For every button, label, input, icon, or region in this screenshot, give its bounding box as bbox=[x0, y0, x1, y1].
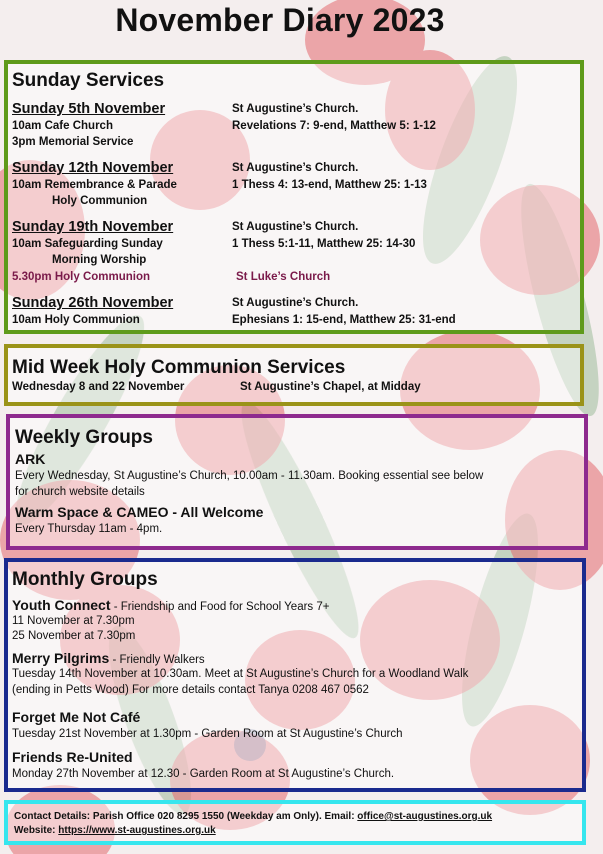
service-date: Sunday 19th November bbox=[12, 219, 174, 235]
email-link[interactable]: office@st-augustines.org.uk bbox=[357, 811, 493, 822]
service-time: 10am Safeguarding Sunday bbox=[12, 238, 163, 250]
warm-space-title: Warm Space & CAMEO - All Welcome bbox=[15, 504, 264, 520]
service-church: St Augustine’s Church. bbox=[232, 221, 359, 233]
ark-description-cont: for church website details bbox=[15, 486, 145, 498]
service-time: 3pm Memorial Service bbox=[12, 136, 134, 148]
friends-reunited-title: Friends Re-United bbox=[12, 749, 133, 765]
youth-connect-heading bbox=[12, 597, 329, 613]
service-date: Sunday 12th November bbox=[12, 160, 174, 176]
service-time: Holy Communion bbox=[52, 195, 148, 207]
youth-connect-date: 25 November at 7.30pm bbox=[12, 630, 136, 642]
forget-me-not-detail: Tuesday 21st November at 1.30pm - Garden Room at St Augustine’s Church bbox=[12, 728, 403, 740]
service-readings: 1 Thess 4: 13-end, Matthew 25: 1-13 bbox=[232, 179, 427, 191]
service-date: Sunday 5th November bbox=[12, 101, 166, 117]
service-date: Sunday 26th November bbox=[12, 295, 174, 311]
warm-space-time: Every Thursday 11am - 4pm. bbox=[15, 523, 163, 535]
service-extra-time: 5.30pm Holy Communion bbox=[12, 271, 151, 283]
service-church: St Augustine’s Church. bbox=[232, 297, 359, 309]
service-readings: 1 Thess 5:1-11, Matthew 25: 14-30 bbox=[232, 238, 416, 250]
contact-panel bbox=[4, 800, 586, 845]
website-line bbox=[14, 825, 216, 836]
service-church: St Augustine’s Church. bbox=[232, 103, 359, 115]
service-time: 10am Remembrance & Parade bbox=[12, 179, 177, 191]
midweek-heading: Mid Week Holy Communion Services bbox=[12, 357, 346, 378]
youth-connect-title: Youth Connect bbox=[12, 597, 111, 613]
service-readings: Revelations 7: 9-end, Matthew 5: 1-12 bbox=[232, 120, 436, 132]
website-label: Website: bbox=[14, 825, 59, 836]
merry-pilgrims-detail: Tuesday 14th November at 10.30am. Meet at St Augustine’s Church for a Woodland Walk bbox=[12, 668, 469, 680]
service-time: 10am Cafe Church bbox=[12, 120, 113, 132]
service-readings: Ephesians 1: 15-end, Matthew 25: 31-end bbox=[232, 314, 456, 326]
sunday-heading: Sunday Services bbox=[12, 70, 165, 91]
midweek-where: St Augustine’s Chapel, at Midday bbox=[240, 381, 421, 393]
youth-connect-subtitle: - Friendship and Food for School Years 7+ bbox=[110, 601, 330, 613]
merry-pilgrims-detail: (ending in Petts Wood) For more details contact Tanya 0208 467 0562 bbox=[12, 684, 369, 696]
page-title: November Diary 2023 bbox=[115, 2, 445, 38]
ark-description: Every Wednesday, St Augustine’s Church, 10.00am - 11.30am. Booking essential see below bbox=[15, 470, 484, 482]
forget-me-not-title: Forget Me Not Café bbox=[12, 709, 141, 725]
website-link[interactable]: https://www.st-augustines.org.uk bbox=[58, 825, 216, 836]
merry-pilgrims-heading bbox=[12, 650, 205, 666]
service-time: 10am Holy Communion bbox=[12, 314, 140, 326]
contact-prefix: Contact Details: Parish Office 020 8295 1550 (Weekday am Only). Email: bbox=[14, 811, 358, 822]
service-time: Morning Worship bbox=[52, 254, 147, 266]
monthly-heading: Monthly Groups bbox=[12, 569, 158, 590]
youth-connect-date: 11 November at 7.30pm bbox=[12, 615, 135, 627]
contact-line bbox=[14, 811, 492, 822]
merry-pilgrims-subtitle: - Friendly Walkers bbox=[109, 654, 205, 666]
ark-title: ARK bbox=[15, 451, 46, 467]
friends-reunited-detail: Monday 27th November at 12.30 - Garden Room at St Augustine’s Church. bbox=[12, 768, 395, 780]
merry-pilgrims-title: Merry Pilgrims bbox=[12, 650, 110, 666]
weekly-heading: Weekly Groups bbox=[15, 427, 153, 448]
service-extra-church: St Luke’s Church bbox=[236, 271, 331, 283]
service-church: St Augustine’s Church. bbox=[232, 162, 359, 174]
midweek-when: Wednesday 8 and 22 November bbox=[12, 381, 185, 393]
